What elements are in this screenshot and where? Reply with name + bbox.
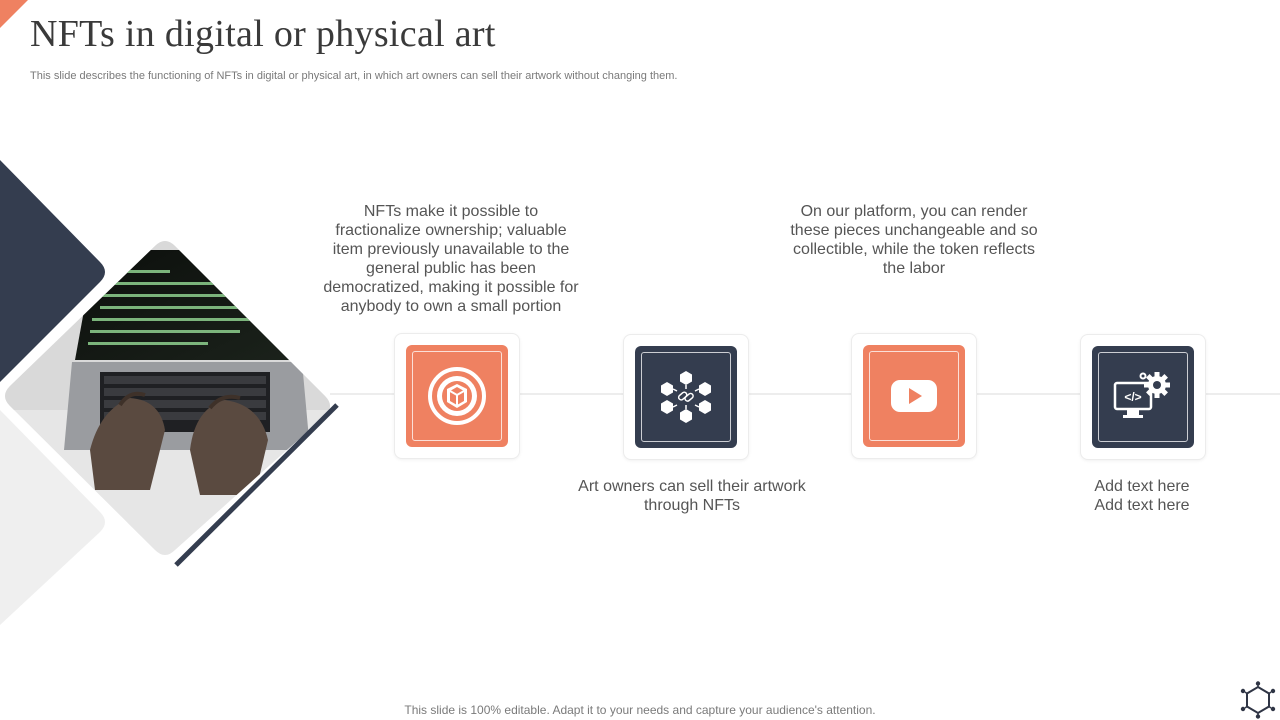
code-monitor-gear-icon (1113, 367, 1173, 427)
step-tile (635, 346, 737, 448)
step-1-text: NFTs make it possible to fractionalize ownership; valuable item previously unavailable to the general public has been democratized, making it possible for anybody to own a small portion (323, 203, 579, 315)
step-tile (406, 345, 508, 447)
corner-accent (0, 0, 28, 28)
slide-subtitle: This slide describes the functioning of NFTs in digital or physical art, in which art owners can sell their artwork without changing them. (30, 70, 678, 82)
step-4 (1080, 334, 1206, 460)
step-1 (394, 333, 520, 459)
step-tile (863, 345, 965, 447)
step-4-text: Add text here Add text here (1094, 478, 1190, 514)
step-3-text: On our platform, you can render these pieces unchangeable and so collectible, while the token reflects the labor (790, 203, 1038, 277)
decorative-shapes (0, 150, 345, 630)
step-2-text: Art owners can sell their artwork through NFTs (578, 478, 806, 514)
slide-title: NFTs in digital or physical art (30, 13, 496, 55)
step-3 (851, 333, 977, 459)
step-tile (1092, 346, 1194, 448)
svg-text:</>: </> (1124, 390, 1142, 404)
video-play-icon (884, 366, 944, 426)
step-2 (623, 334, 749, 460)
blockchain-network-icon (656, 367, 716, 427)
slide-footer: This slide is 100% editable. Adapt it to your needs and capture your audience's attention. (404, 703, 876, 717)
badge-cube-icon (427, 366, 487, 426)
brand-logo-icon (1239, 681, 1277, 719)
